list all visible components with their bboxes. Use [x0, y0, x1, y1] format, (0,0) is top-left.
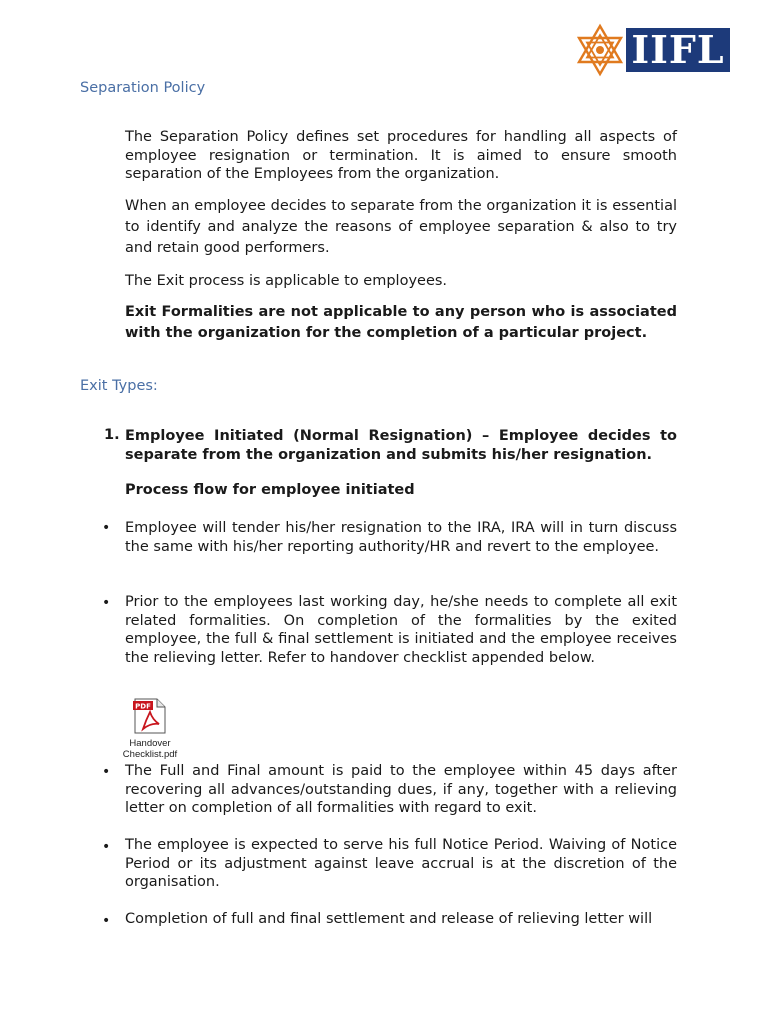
logo-emblem-icon	[576, 22, 624, 78]
section-heading-exit-types: Exit Types:	[80, 378, 158, 394]
bullet-marker: •	[102, 764, 111, 780]
bullet-marker: •	[102, 520, 111, 536]
attachment-caption-line-1: Handover	[129, 738, 171, 749]
bullet-marker: •	[102, 913, 111, 929]
bullet-item-1: Employee will tender his/her resignation to the IRA, IRA will in turn discuss the same with his/her reporting authority/HR and revert to the employee.	[125, 520, 677, 555]
bullet-item-2: Prior to the employees last working day, he/she needs to complete all exit related formalities. On completion of the formalities by the exited employee, the full & final settlement is initiated and the employee receives the relieving letter. Refer to handover checklist appended below.	[125, 594, 677, 666]
page-title: Separation Policy	[80, 80, 206, 96]
process-flow-heading: Process flow for employee initiated	[125, 482, 415, 498]
intro-paragraph-2: When an employee decides to separate from the organization it is essential to identify and analyze the reasons of employee separation & also to try and retain good performers.	[125, 198, 677, 256]
handover-checklist-attachment[interactable]	[120, 698, 180, 760]
intro-paragraph-1: The Separation Policy defines set procedures for handling all aspects of employee resignation or termination. It is aimed to ensure smooth separation of the Employees from the organization.	[125, 129, 677, 182]
exit-type-item-1: Employee Initiated (Normal Resignation) – Employee decides to separate from the organization and submits his/her resignation.	[125, 428, 677, 463]
list-number-1: 1.	[104, 427, 120, 443]
attachment-caption-line-2: Checklist.pdf	[122, 749, 178, 760]
pdf-badge-text: PDF	[135, 702, 151, 711]
logo-wordmark: IIFL	[626, 28, 730, 72]
intro-paragraph-4: Exit Formalities are not applicable to any person who is associated with the organization for the completion of a particular project.	[125, 304, 677, 341]
bullet-item-3: The Full and Final amount is paid to the employee within 45 days after recovering all advances/outstanding dues, if any, together with a relieving letter on completion of all formalities with regard to exit.	[125, 763, 677, 816]
bullet-item-4: The employee is expected to serve his full Notice Period. Waiving of Notice Period or its adjustment against leave accrual is at the discretion of the organisation.	[125, 837, 677, 890]
intro-paragraph-3: The Exit process is applicable to employees.	[125, 273, 448, 289]
bullet-marker: •	[102, 595, 111, 611]
bullet-marker: •	[102, 839, 111, 855]
bullet-item-5: Completion of full and final settlement and release of relieving letter will	[125, 911, 653, 927]
company-logo	[576, 22, 732, 78]
pdf-file-icon	[133, 698, 167, 734]
